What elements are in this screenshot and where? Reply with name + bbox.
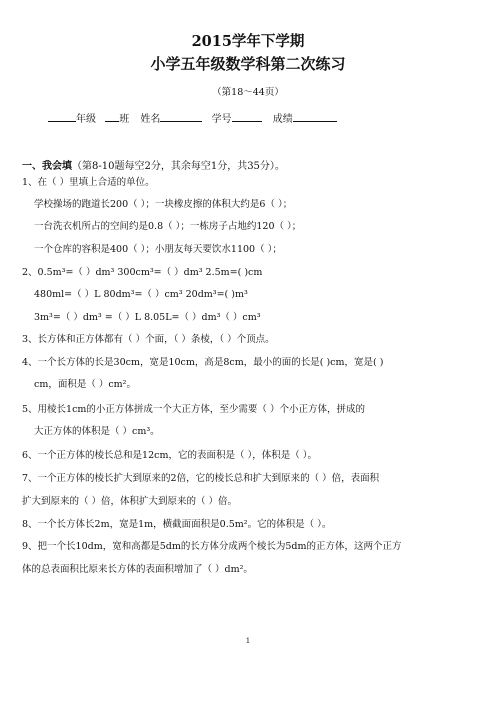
question-line: 2、0.5m³=（ ）dm³ 300cm³=（ ）dm³ 2.5m=( )cm: [22, 267, 263, 278]
question-line: 480ml=（ ）L 80dm³=（ ）cm³ 20dm³=( )m³: [34, 289, 248, 300]
question-line: 3m³=（ ）dm³ =（ ）L 8.05L=（ ）dm³（ ）cm³: [34, 312, 261, 323]
student-id-blank[interactable]: [232, 111, 262, 122]
question-line: 学校操场的跑道长200（ ）；一块橡皮擦的体积大约是6（ ）；: [34, 199, 293, 210]
question-line: 一台洗衣机所占的空间约是0.8（ ）；一栋房子占地约120（ ）；: [34, 221, 302, 232]
question-line: 5、用棱长1cm的小正方体拼成一个大正方体，至少需要（ ）个小正方体，拼成的: [22, 404, 365, 415]
page-number: 1: [245, 637, 251, 645]
name-label: 姓名: [140, 114, 161, 125]
grade-label: 年级: [76, 114, 96, 125]
name-blank[interactable]: [160, 111, 202, 122]
question-line: 6、一个正方体的棱长总和是12cm，它的表面积是（ ），体积是（ ）。: [22, 450, 318, 461]
question-line: 一个仓库的容积是400（ ）；小朋友每天要饮水1100（ ）；: [34, 244, 282, 255]
page-range: （第18～44页）: [212, 87, 284, 98]
score-label: 成绩: [272, 114, 293, 125]
section-note: （第8-10题每空2分，其余每空1分，共35分）。: [72, 161, 285, 172]
score-blank[interactable]: [293, 111, 337, 122]
section-heading: [22, 157, 285, 172]
exam-title: 小学五年级数学科第二次练习: [150, 55, 346, 73]
student-info-line: [48, 110, 337, 125]
grade-blank[interactable]: [48, 111, 76, 122]
question-line: 1、在（ ）里填上合适的单位。: [22, 177, 155, 188]
question-line: 体的总表面积比原来长方体的表面积增加了（ ）dm²。: [22, 564, 253, 575]
question-line: 7、一个正方体的棱长扩大到原来的2倍，它的棱长总和扩大到原来的（ ）倍，表面积: [22, 473, 380, 484]
class-blank[interactable]: [105, 111, 119, 122]
question-line: 8、一个长方体长2m，宽是1m，横截面面积是0.5m²。它的体积是（ ）。: [22, 519, 332, 530]
section-title: 一、我会填: [22, 161, 72, 172]
question-line: cm，面积是（ ）cm²。: [34, 379, 136, 390]
question-line: 大正方体的体积是（ ）cm³。: [34, 426, 160, 437]
question-line: 3、长方体和正方体都有（ ）个面，（ ）条棱，（ ）个顶点。: [22, 334, 275, 345]
question-line: 4、一个长方体的长是30cm，宽是10cm，高是8cm，最小的面的长是( )cm，宽是( ): [22, 357, 384, 368]
question-line: 扩大到原来的（ ）倍，体积扩大到原来的（ ）倍。: [22, 496, 238, 507]
exam-year-title: 2015学年下学期: [191, 33, 305, 50]
student-id-label: 学号: [211, 114, 232, 125]
class-label: 班: [119, 114, 130, 125]
question-line: 9、把一个长10dm，宽和高都是5dm的长方体分成两个棱长为5dm的正方体，这两个正方: [22, 541, 402, 552]
